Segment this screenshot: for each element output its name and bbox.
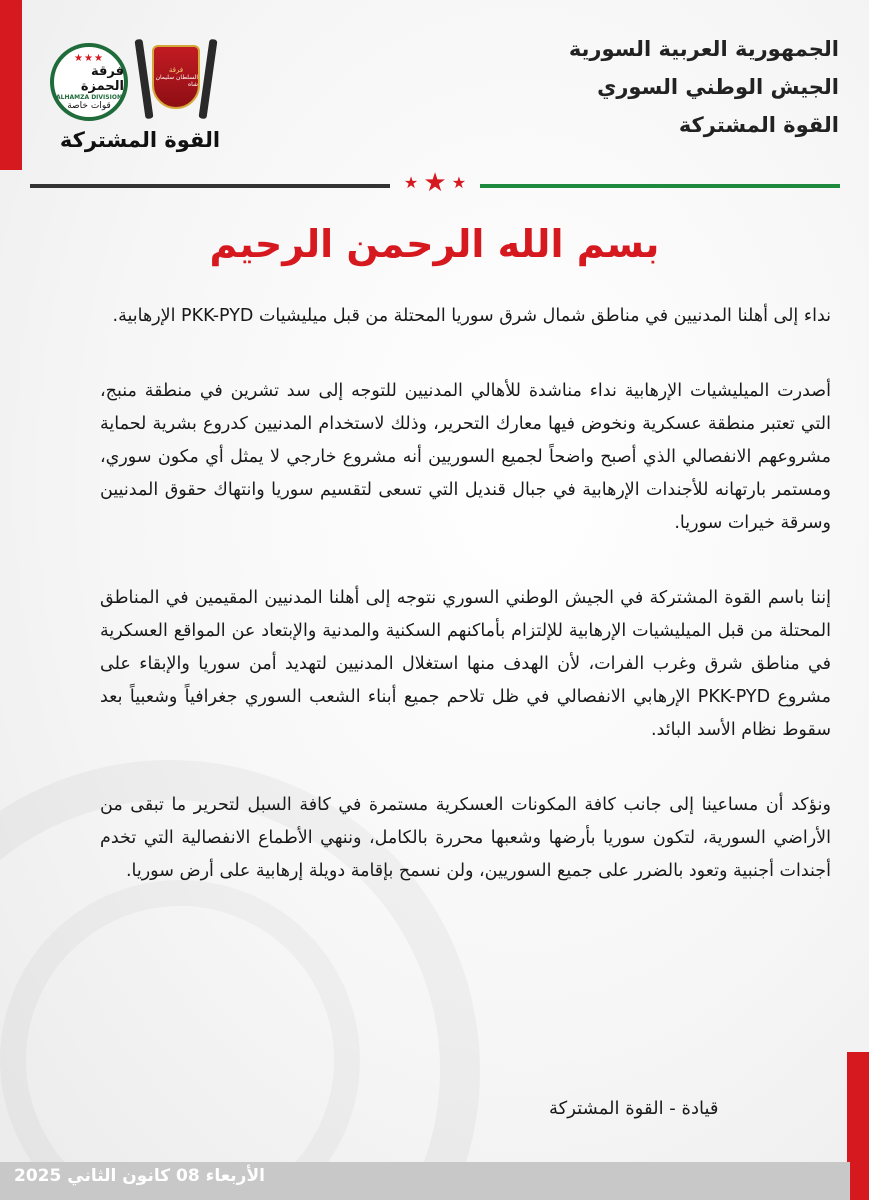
rifle-icon xyxy=(134,39,153,119)
basmala-title: بسم الله الرحمن الرحيم xyxy=(209,222,660,266)
hamza-logo-english: ALHAMZA DIVISION xyxy=(56,94,122,101)
statement-body xyxy=(100,300,831,930)
red-accent-bar-left xyxy=(0,0,22,170)
paragraph-militia-call: أصدرت الميليشيات الإرهابية نداء مناشدة للأهالي المدنيين للتوجه إلى سد تشرين في منطقة منبج، التي تعتبر منطقة عسكرية ونخوض فيها معارك التحرير، وذلك لاستخدام المدنيين كدروع بشرية لحماية مشروعهم الانفصالي الذي أصبح واضحاً لجميع السوريين أنه مشروع خارجي لا يمثل أي مكون سوري، ومستمر بارتهانه للأجندات الإرهابية في جبال قنديل التي تسعى لتقسيم سوريا وانتهاك حقوق المدنيين وسرقة خيرات سوريا. xyxy=(100,381,831,533)
header-country: الجمهورية العربية السورية xyxy=(568,37,839,61)
divider-green-line xyxy=(480,184,840,188)
header-force: القوة المشتركة xyxy=(678,113,839,137)
divider-dark-line xyxy=(30,184,390,188)
sultan-logo-line1: فرقة xyxy=(168,66,184,74)
logos-group xyxy=(40,35,220,160)
logos-caption: القوة المشتركة xyxy=(59,128,221,152)
letterhead xyxy=(539,30,839,144)
signature: قيادة - القوة المشتركة xyxy=(549,1098,719,1119)
paragraph-appeal: إننا باسم القوة المشتركة في الجيش الوطني السوري نتوجه إلى أهلنا المدنيين المقيمين في المناطق المحتلة من قبل الميليشيات الإرهابية للإلتزام بأماكنهم السكنية والمدنية والإبتعاد عن المواقع العسكرية في مناطق شرق وغرب الفرات، لأن الهدف منها استغلال المدنيين لتهديد أمن سوريا والإبقاء على مشروع PKK-PYD الإرهابي الانفصالي في ظل تلاحم جميع أبناء الشعب السوري جغرافياً وشعبياً بعد سقوط نظام الأسد البائد. xyxy=(100,588,831,740)
star-icon: ★ xyxy=(423,168,447,198)
hamza-logo-name: فرقة الحمزة xyxy=(80,64,124,94)
paragraph-intro: نداء إلى أهلنا المدنيين في مناطق شمال شرق سوريا المحتلة من قبل ميليشيات PKK-PYD الإرهابية. xyxy=(112,306,831,326)
header-army: الجيش الوطني السوري xyxy=(597,75,839,99)
star-icon: ★ xyxy=(451,173,467,192)
sultan-suleiman-shah-logo xyxy=(140,39,212,123)
paragraph-commitment: ونؤكد أن مساعينا إلى جانب كافة المكونات العسكرية مستمرة في كافة السبل لتحرير ما تبقى من الأراضي السورية، لتكون سوريا بأرضها وشعبها محررة بالكامل، وننهي الأطماع الانفصالية التي تخدم أجندات أجنبية وتعود بالضرر على جميع السوريين، ولن نسمح بإقامة دويلة إرهابية على أرض سوريا. xyxy=(100,795,831,881)
logo-stars-icon: ★★★ xyxy=(74,53,104,64)
red-accent-bar-right xyxy=(847,1052,869,1200)
star-icon: ★ xyxy=(403,173,419,192)
hamza-division-logo xyxy=(50,43,128,121)
rifle-icon xyxy=(198,39,217,119)
sultan-logo-line2: السلطان سليمان شاه xyxy=(155,74,198,88)
footer-date: الأربعاء 08 كانون الثاني 2025 xyxy=(14,1166,265,1186)
header-divider xyxy=(30,168,840,198)
divider-stars xyxy=(390,168,480,198)
hamza-logo-subtitle: قوات خاصة xyxy=(67,101,111,111)
shield-icon xyxy=(152,45,200,109)
